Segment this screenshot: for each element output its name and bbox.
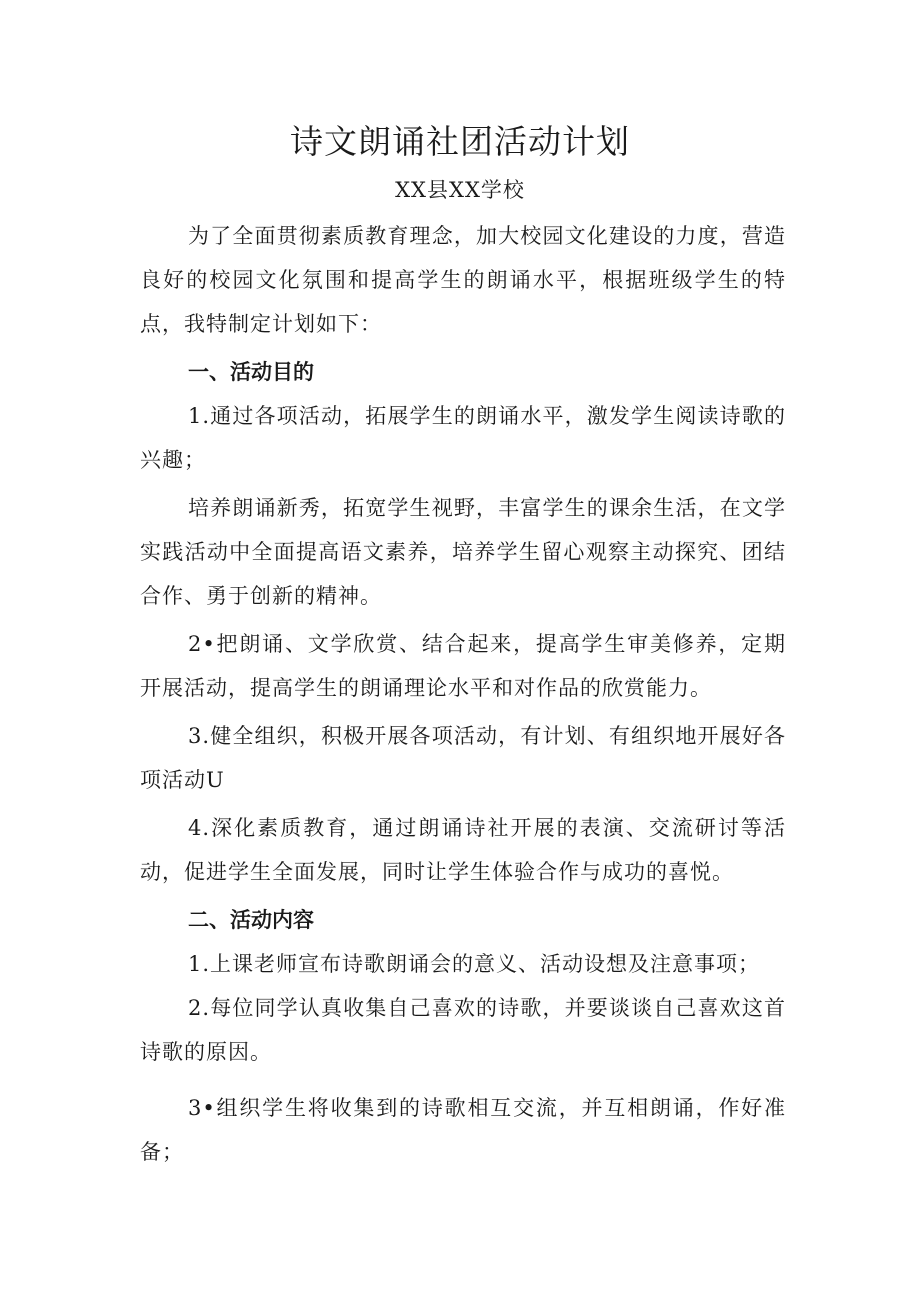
intro-paragraph: 为了全面贯彻素质教育理念，加大校园文化建设的力度，营造良好的校园文化氛围和提高学生的朗诵水平，根据班级学生的特点，我特制定计划如下： bbox=[140, 224, 786, 336]
document-title: 诗文朗诵社团活动计划 bbox=[290, 122, 630, 161]
content-item-3: 3•组织学生将收集到的诗歌相互交流，并互相朗诵，作好准备； bbox=[140, 1096, 786, 1164]
purpose-item-3: 3.健全组织，积极开展各项活动，有计划、有组织地开展好各项活动U bbox=[140, 724, 786, 792]
content-item-1: 1.上课老师宣布诗歌朗诵会的意义、活动设想及注意事项； bbox=[188, 952, 761, 976]
section-heading-purpose: 一、活动目的 bbox=[188, 360, 314, 384]
purpose-item-4: 4.深化素质教育，通过朗诵诗社开展的表演、交流研讨等活动，促进学生全面发展，同时让学生体验合作与成功的喜悦。 bbox=[140, 816, 786, 884]
section-heading-content: 二、活动内容 bbox=[188, 908, 314, 932]
purpose-item-continuation: 培养朗诵新秀，拓宽学生视野，丰富学生的课余生活，在文学实践活动中全面提高语文素养，培养学生留心观察主动探究、团结合作、勇于创新的精神。 bbox=[140, 496, 786, 608]
document-body bbox=[140, 214, 786, 1174]
purpose-item-2: 2•把朗诵、文学欣赏、结合起来，提高学生审美修养，定期开展活动，提高学生的朗诵理论水平和对作品的欣赏能力。 bbox=[140, 632, 786, 700]
content-item-2: 2.每位同学认真收集自己喜欢的诗歌，并要谈谈自己喜欢这首诗歌的原因。 bbox=[140, 996, 786, 1064]
purpose-item-1: 1.通过各项活动，拓展学生的朗诵水平，激发学生阅读诗歌的兴趣； bbox=[140, 404, 786, 472]
school-name: XX县XX学校 bbox=[395, 178, 525, 202]
